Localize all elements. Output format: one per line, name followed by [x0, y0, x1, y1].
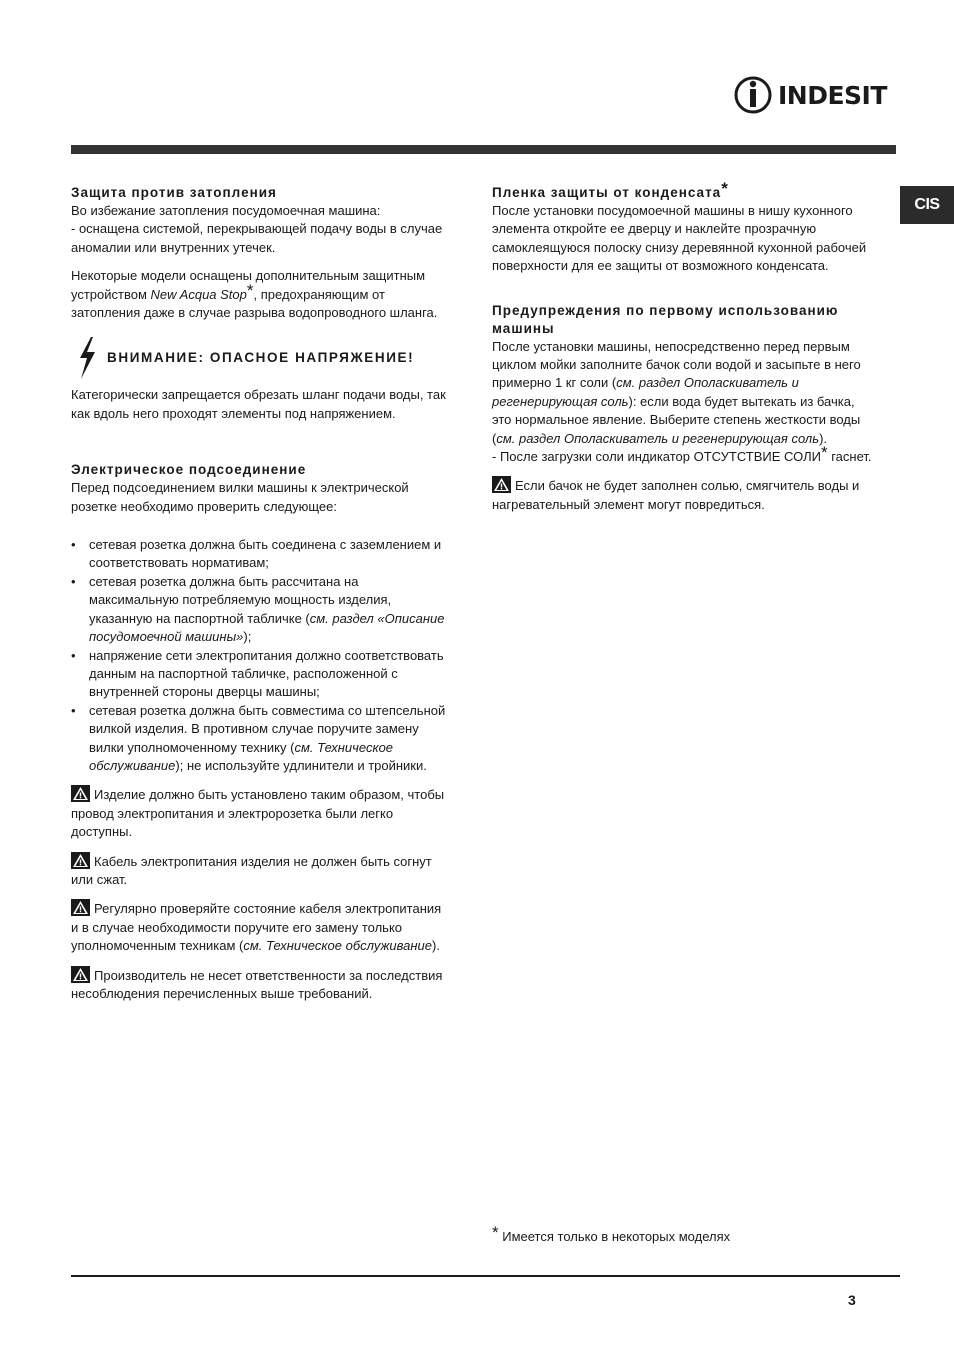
list-item: • сетевая розетка должна быть рассчитана на максимальную потребляемую мощность изделия, указанную на паспортной табличке (см. раздел «Описание посудомоечной машины»); [71, 573, 451, 647]
footnote: * Имеется только в некоторых моделях [492, 1223, 731, 1244]
page-number: 3 [848, 1292, 856, 1308]
flood-protection-p1: Во избежание затопления посудомоечная машина: [71, 203, 381, 218]
warning-triangle-icon [492, 476, 511, 493]
danger-title: ВНИМАНИЕ: ОПАСНОЕ НАПРЯЖЕНИЕ! [107, 350, 415, 366]
right-column [492, 179, 874, 514]
electrical-connection-title: Электрическое подсоединение [71, 462, 307, 478]
condensate-film-text: После установки посудомоечной машины в нишу кухонного элемента откройте ее дверцу и наклейте прозрачную самоклеящуюся полоску снизу деревянной кухонной рабочей поверхности для ее защиты от возможного конденсата. [492, 203, 867, 274]
first-use-p1: После установки машины, непосредственно перед первым циклом мойки заполните бачок соли водой и засыпьте в него примерно 1 кг соли (см. раздел Ополаскиватель и регенерирующая соль): если вода будет вытекать из бачка, это нормальное явление. Выберите степень жесткости воды (см. раздел Ополаскиватель и регенерирующая соль). [492, 338, 861, 446]
warning-triangle-icon [71, 966, 90, 983]
indesit-logo [733, 72, 893, 118]
warning-accessibility: Изделие должно быть установлено таким образом, чтобы провод электропитания и электророзетка были легко доступны. [71, 787, 445, 840]
lightning-bolt-icon [71, 336, 99, 380]
condensate-film-title: Пленка защиты от конденсата* [492, 179, 729, 200]
warning-cable-check: Регулярно проверяйте состояние кабеля электропитания и в случае необходимости поручите его замену только уполномоченным техникам (см. Техническое обслуживание). [71, 901, 442, 954]
brand-name: INDESIT [778, 80, 887, 110]
asterisk: * [820, 443, 828, 463]
first-use-p2: - После загрузки соли индикатор ОТСУТСТВИЕ СОЛИ* гаснет. [492, 443, 872, 465]
danger-text: Категорически запрещается обрезать шланг подачи воды, так как вдоль него проходят элементы под напряжением. [71, 387, 446, 421]
warning-triangle-icon [71, 899, 90, 916]
asterisk: * [246, 280, 254, 300]
list-item: • сетевая розетка должна быть совместима со штепсельной вилкой изделия. В противном случае поручите замену вилки уполномоченному технику (см. Техническое обслуживание); не используйте удлинители и тройники. [71, 702, 451, 776]
asterisk: * [721, 179, 729, 198]
flood-protection-title: Защита против затопления [71, 185, 277, 200]
danger-heading [71, 336, 451, 380]
warning-cable-bend: Кабель электропитания изделия не должен быть согнут или сжат. [71, 853, 432, 887]
indesit-logo-mark-icon [733, 75, 773, 115]
footer-rule [71, 1275, 900, 1277]
electrical-intro: Перед подсоединением вилки машины к электрической розетке необходимо проверить следующее: [71, 480, 409, 514]
electrical-checklist [71, 536, 451, 775]
asterisk: * [492, 1223, 499, 1242]
warning-liability: Производитель не несет ответственности за последствия несоблюдения перечисленных выше требований. [71, 967, 443, 1001]
left-column [71, 184, 451, 1003]
language-tab: CIS [900, 186, 954, 224]
warning-salt: Если бачок не будет заполнен солью, смягчитель воды и нагревательный элемент могут повредиться. [492, 478, 860, 512]
flood-protection-p2: - оснащена системой, перекрывающей подачу воды в случае аномалии или внутренних утечек. [71, 221, 443, 255]
warning-triangle-icon [71, 852, 90, 869]
header-bar [71, 145, 896, 154]
warning-triangle-icon [71, 785, 90, 802]
flood-protection-p3: Некоторые модели оснащены дополнительным защитным устройством New Acqua Stop*, предохраняющим от затопления даже в случае разрыва водопроводного шланга. [71, 268, 438, 321]
list-item: • сетевая розетка должна быть соединена с заземлением и соответствовать нормативам; [71, 536, 451, 573]
first-use-title: Предупреждения по первому использованию машины [492, 302, 839, 336]
list-item: • напряжение сети электропитания должно соответствовать данным на паспортной табличке, расположенной с внутренней стороны дверцы машины; [71, 647, 451, 702]
